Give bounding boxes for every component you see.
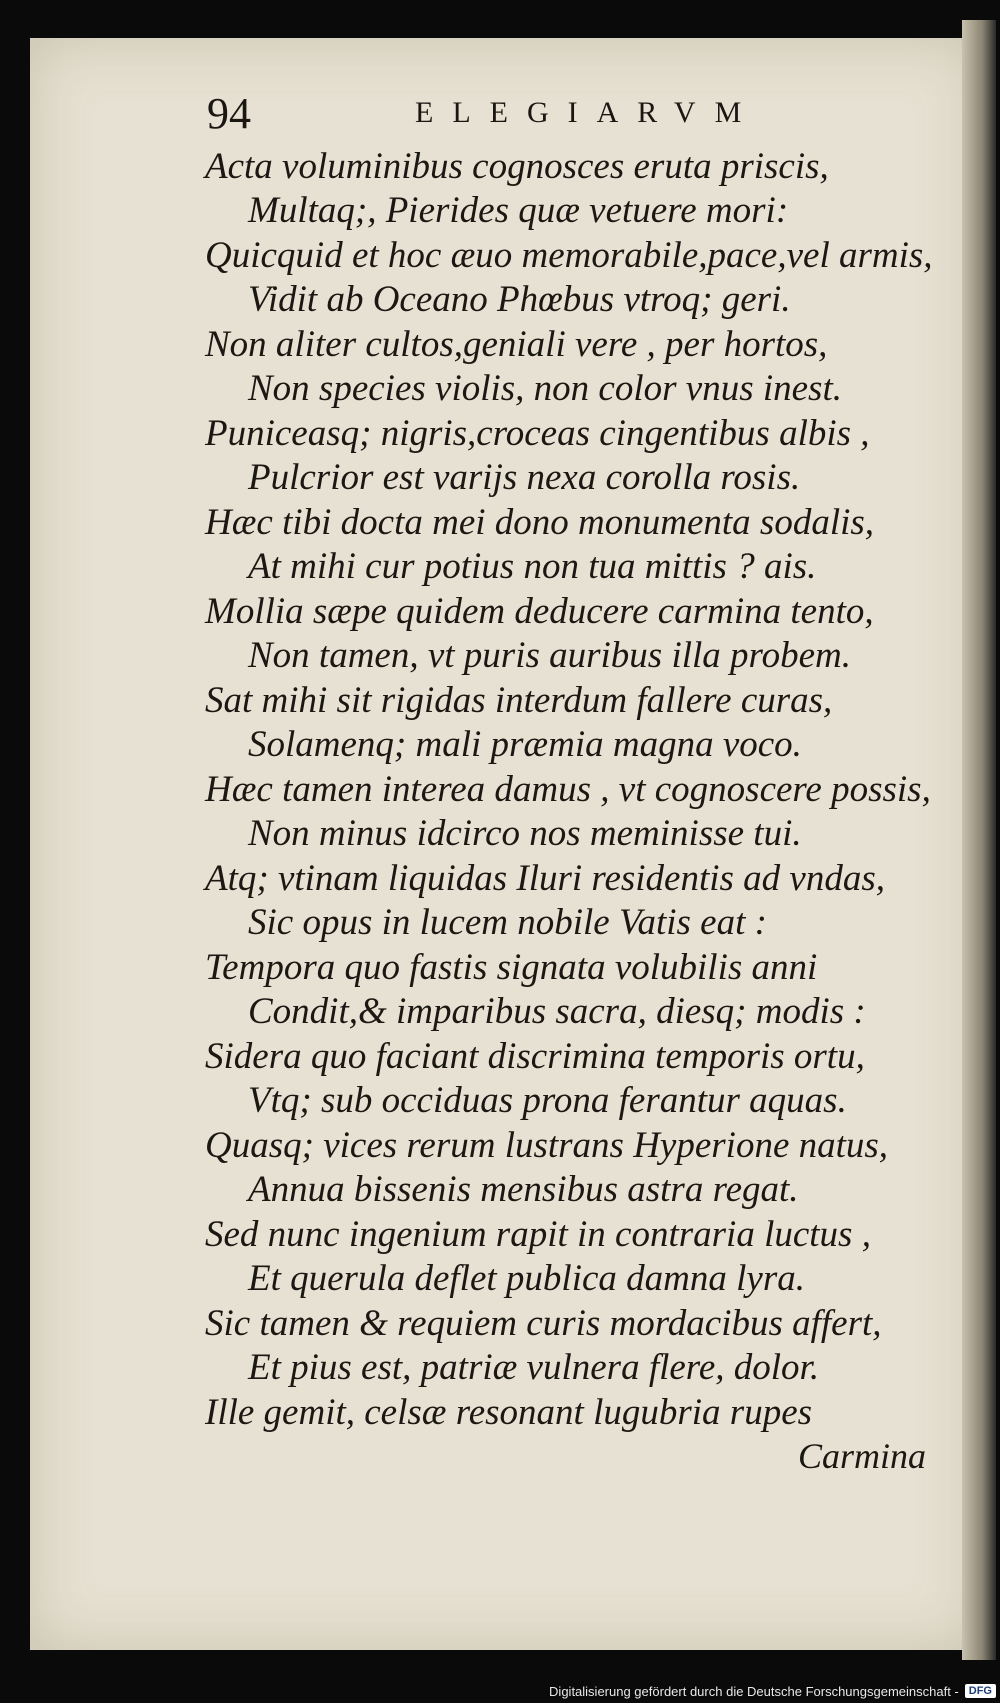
verse-line: Sic tamen & requiem curis mordacibus affert, <box>205 1303 882 1344</box>
verse-line: Quasq; vices rerum lustrans Hyperione natus, <box>205 1125 889 1166</box>
verse-line: Et pius est, patriæ vulnera flere, dolor. <box>248 1347 820 1388</box>
verse-line: Vtq; sub occiduas prona ferantur aquas. <box>248 1080 847 1121</box>
page-header <box>207 88 847 136</box>
verse-line: Atq; vtinam liquidas Iluri residentis ad vndas, <box>205 858 886 899</box>
verse-line: Sat mihi sit rigidas interdum fallere curas, <box>205 680 833 721</box>
verse-line: Tempora quo fastis signata volubilis anni <box>205 947 818 988</box>
verse-line: Annua bissenis mensibus astra regat. <box>248 1169 799 1210</box>
verse-line: Non species violis, non color vnus inest. <box>248 368 842 409</box>
verse-line: Condit,& imparibus sacra, diesq; modis : <box>248 991 866 1032</box>
catchword: Carmina <box>798 1436 927 1476</box>
verse-line: Et querula deflet publica damna lyra. <box>248 1258 805 1299</box>
verse-line: Multaq;, Pierides quæ vetuere mori: <box>248 190 789 231</box>
verse-line: Non minus idcirco nos meminisse tui. <box>248 813 802 854</box>
verse-line: Solamenq; mali præmia magna voco. <box>248 724 802 765</box>
verse-line: Pulcrior est varijs nexa corolla rosis. <box>248 457 801 498</box>
verse-line: Mollia sæpe quidem deducere carmina tento, <box>205 591 874 632</box>
digitization-credit <box>549 1681 996 1701</box>
verse-line: Acta voluminibus cognosces eruta priscis, <box>205 146 829 187</box>
verse-line: Vidit ab Oceano Phœbus vtroq; geri. <box>248 279 791 320</box>
verse-line: Ille gemit, celsæ resonant lugubria rupes <box>205 1392 813 1433</box>
verse-line: Quicquid et hoc æuo memorabile,pace,vel armis, <box>205 235 933 276</box>
credit-text: Digitalisierung gefördert durch die Deutsche Forschungsgemeinschaft - <box>549 1683 959 1699</box>
page-number: 94 <box>207 89 251 138</box>
verse-line: Non aliter cultos,geniali vere , per hortos, <box>205 324 828 365</box>
dfg-logo: DFG <box>965 1684 996 1698</box>
verse-line: Non tamen, vt puris auribus illa probem. <box>248 635 851 676</box>
verse-line: Hæc tibi docta mei dono monumenta sodalis, <box>205 502 875 543</box>
verse-line: At mihi cur potius non tua mittis ? ais. <box>248 546 817 587</box>
verse-line: Sidera quo faciant discrimina temporis ortu, <box>205 1036 865 1077</box>
verse-line: Hæc tamen interea damus , vt cognoscere possis, <box>205 769 931 810</box>
verse-line: Sic opus in lucem nobile Vatis eat : <box>248 902 767 943</box>
verse-line: Puniceasq; nigris,croceas cingentibus albis , <box>205 413 870 454</box>
verse-line: Sed nunc ingenium rapit in contraria luctus , <box>205 1214 871 1255</box>
running-title: ELEGIARVM <box>415 96 761 129</box>
page-edge <box>962 20 996 1660</box>
